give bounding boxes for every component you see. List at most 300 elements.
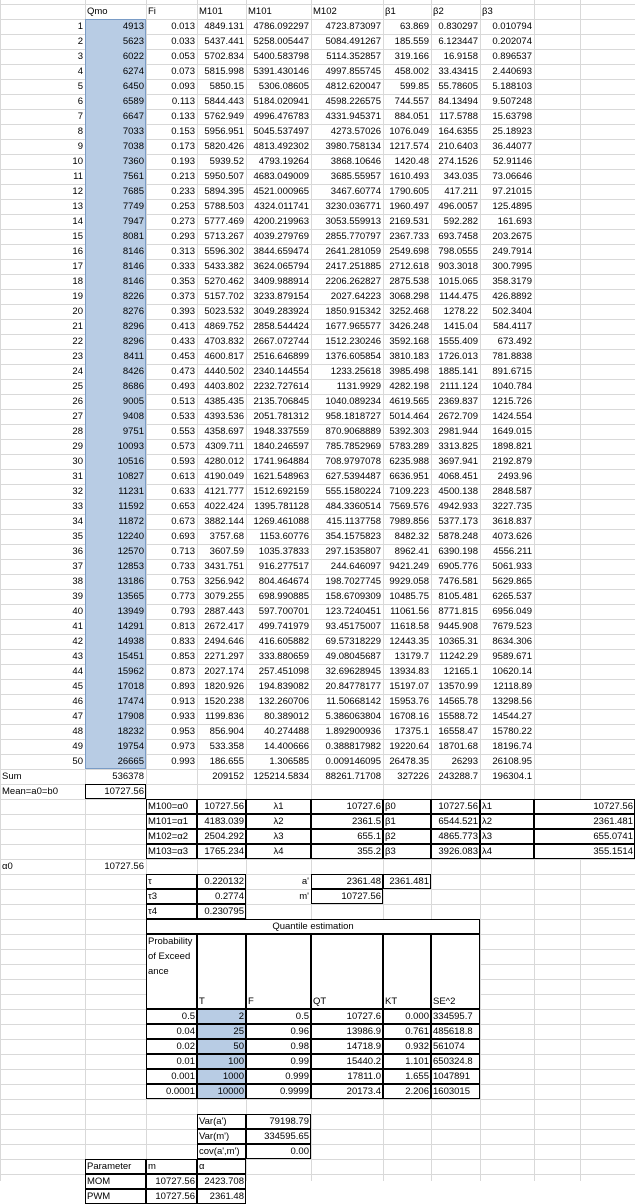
data-cell[interactable]: 7679.523	[492, 621, 532, 632]
data-cell[interactable]: 4996.476783	[253, 111, 309, 122]
sum-m101b[interactable]: 125214.5834	[253, 771, 309, 782]
data-cell[interactable]: 2672.709	[438, 411, 478, 422]
qmo-cell[interactable]: 15451	[85, 649, 146, 664]
data-cell[interactable]: 2169.531	[389, 216, 429, 227]
data-cell[interactable]: 4440.502	[204, 366, 244, 377]
prob-value[interactable]: 0.001	[146, 1069, 197, 1084]
data-cell[interactable]: 0.513	[171, 396, 195, 407]
data-cell[interactable]: 158.6709309	[325, 591, 381, 602]
data-cell[interactable]: 5702.834	[204, 51, 244, 62]
data-cell[interactable]: 0.993	[171, 756, 195, 767]
data-cell[interactable]: 1.892900936	[325, 726, 381, 737]
data-cell[interactable]: 0.153	[171, 126, 195, 137]
prob-value[interactable]: 0.5	[146, 1009, 197, 1024]
data-cell[interactable]: 4500.138	[438, 486, 478, 497]
data-cell[interactable]: 0.202074	[492, 36, 532, 47]
data-cell[interactable]: 319.166	[394, 51, 429, 62]
qmo-cell[interactable]: 5623	[85, 34, 146, 49]
data-cell[interactable]: 8634.306	[492, 636, 532, 647]
data-cell[interactable]: 0.413	[171, 321, 195, 332]
row-number[interactable]: 25	[72, 381, 83, 392]
data-cell[interactable]: 5850.15	[209, 81, 244, 92]
row-number[interactable]: 49	[72, 741, 83, 752]
qmo-cell[interactable]: 10827	[85, 469, 146, 484]
data-cell[interactable]: 4200.219963	[253, 216, 309, 227]
data-cell[interactable]: 13570.99	[438, 681, 478, 692]
data-cell[interactable]: 3618.837	[492, 516, 532, 527]
data-cell[interactable]: 40.274488	[264, 726, 309, 737]
qmo-cell[interactable]: 12853	[85, 559, 146, 574]
qmo-cell[interactable]: 15962	[85, 664, 146, 679]
data-cell[interactable]: 257.451098	[258, 666, 309, 677]
mean-label[interactable]: Mean=a0=b0	[2, 786, 58, 797]
moment-label[interactable]: M101=α1	[146, 814, 197, 829]
data-cell[interactable]: 9589.671	[492, 651, 532, 662]
data-cell[interactable]: 25.18923	[492, 126, 532, 137]
data-cell[interactable]: 15588.72	[438, 711, 478, 722]
tau-value[interactable]: 0.220132	[197, 874, 246, 889]
data-cell[interactable]: 5844.443	[204, 96, 244, 107]
data-cell[interactable]: 7989.856	[389, 516, 429, 527]
beta-value[interactable]: 10727.56	[431, 799, 480, 814]
data-cell[interactable]: 4393.536	[204, 411, 244, 422]
data-cell[interactable]: 3049.283924	[253, 306, 309, 317]
data-cell[interactable]: 627.5394487	[325, 471, 381, 482]
column-header-m101a[interactable]: M101	[199, 6, 223, 17]
return-period[interactable]: 100	[197, 1054, 246, 1069]
data-cell[interactable]: 0.388817982	[325, 741, 381, 752]
data-cell[interactable]: 5788.503	[204, 201, 244, 212]
row-number[interactable]: 42	[72, 636, 83, 647]
data-cell[interactable]: 5894.395	[204, 186, 244, 197]
row-number[interactable]: 29	[72, 441, 83, 452]
prob-value[interactable]: 0.0001	[146, 1084, 197, 1099]
data-cell[interactable]: 673.492	[497, 336, 532, 347]
qmo-cell[interactable]: 8226	[85, 289, 146, 304]
param-m[interactable]: 10727.56	[146, 1174, 197, 1189]
data-cell[interactable]: 210.6403	[438, 141, 478, 152]
qmo-cell[interactable]: 8686	[85, 379, 146, 394]
data-cell[interactable]: 1555.409	[438, 336, 478, 347]
data-cell[interactable]: 0.753	[171, 576, 195, 587]
column-header-b2[interactable]: β2	[433, 6, 444, 17]
beta-label[interactable]: β3	[383, 844, 431, 859]
column-header-m101b[interactable]: M101	[248, 6, 272, 17]
data-cell[interactable]: 0.313	[171, 246, 195, 257]
data-cell[interactable]: 856.904	[209, 726, 244, 737]
row-number[interactable]: 47	[72, 711, 83, 722]
data-cell[interactable]: 2712.618	[389, 261, 429, 272]
qmo-cell[interactable]: 6274	[85, 64, 146, 79]
row-number[interactable]: 22	[72, 336, 83, 347]
data-cell[interactable]: 0.393	[171, 306, 195, 317]
data-cell[interactable]: 916.277517	[258, 561, 309, 572]
sum-qmo[interactable]: 536378	[112, 771, 144, 782]
data-cell[interactable]: 4723.873097	[325, 21, 381, 32]
row-number[interactable]: 5	[77, 81, 83, 92]
data-cell[interactable]: 1520.238	[204, 696, 244, 707]
column-header-b3[interactable]: β3	[482, 6, 493, 17]
data-cell[interactable]: 958.1818727	[325, 411, 381, 422]
row-number[interactable]: 44	[72, 666, 83, 677]
param-a-header[interactable]: α	[197, 1159, 246, 1174]
data-cell[interactable]: 5114.352857	[326, 51, 381, 62]
data-cell[interactable]: 416.605882	[258, 636, 309, 647]
data-cell[interactable]: 4786.092297	[253, 21, 309, 32]
data-cell[interactable]: 496.0057	[438, 201, 478, 212]
kt-value[interactable]: 2.206	[383, 1084, 431, 1099]
data-cell[interactable]: 26108.95	[492, 756, 532, 767]
qmo-cell[interactable]: 11592	[85, 499, 146, 514]
data-cell[interactable]: 870.9068889	[325, 426, 381, 437]
row-number[interactable]: 32	[72, 486, 83, 497]
row-number[interactable]: 19	[72, 291, 83, 302]
data-cell[interactable]: 0.913	[171, 696, 195, 707]
row-number[interactable]: 15	[72, 231, 83, 242]
data-cell[interactable]: 5.386063804	[325, 711, 381, 722]
data-cell[interactable]: 1649.015	[492, 426, 532, 437]
data-cell[interactable]: 1015.065	[438, 276, 478, 287]
row-number[interactable]: 31	[72, 471, 83, 482]
data-cell[interactable]: 1820.926	[204, 681, 244, 692]
lambda2-value[interactable]: 655.0741	[534, 829, 635, 844]
data-cell[interactable]: 3882.144	[204, 516, 244, 527]
qmo-cell[interactable]: 8146	[85, 244, 146, 259]
data-cell[interactable]: 597.700701	[258, 606, 309, 617]
data-cell[interactable]: 2369.837	[438, 396, 478, 407]
data-cell[interactable]: 599.85	[399, 81, 429, 92]
row-number[interactable]: 48	[72, 726, 83, 737]
data-cell[interactable]: 1898.821	[492, 441, 532, 452]
data-cell[interactable]: 5045.537497	[253, 126, 309, 137]
qmo-cell[interactable]: 6022	[85, 49, 146, 64]
data-cell[interactable]: 8105.481	[438, 591, 478, 602]
variance-label[interactable]: cov(a',m')	[197, 1144, 246, 1159]
data-cell[interactable]: 0.673	[171, 516, 195, 527]
data-cell[interactable]: 2494.646	[204, 636, 244, 647]
data-cell[interactable]: 744.557	[394, 96, 429, 107]
data-cell[interactable]: 300.7995	[492, 261, 532, 272]
data-cell[interactable]: 4121.777	[204, 486, 244, 497]
data-cell[interactable]: 1035.37833	[258, 546, 309, 557]
row-number[interactable]: 4	[77, 66, 83, 77]
data-cell[interactable]: 6390.198	[438, 546, 478, 557]
data-cell[interactable]: 1199.836	[205, 711, 244, 722]
data-cell[interactable]: 1885.141	[438, 366, 478, 377]
data-cell[interactable]: 0.473	[171, 366, 195, 377]
data-cell[interactable]: 0.893	[171, 681, 195, 692]
data-cell[interactable]: 5433.382	[204, 261, 244, 272]
qmo-cell[interactable]: 13949	[85, 604, 146, 619]
data-cell[interactable]: 0.173	[171, 141, 195, 152]
data-cell[interactable]: 1621.548963	[253, 471, 309, 482]
data-cell[interactable]: 274.1526	[438, 156, 478, 167]
sum-b3[interactable]: 196304.1	[492, 771, 532, 782]
sum-label[interactable]: Sum	[2, 771, 22, 782]
row-number[interactable]: 21	[72, 321, 83, 332]
return-period[interactable]: 50	[197, 1039, 246, 1054]
data-cell[interactable]: 5629.865	[492, 576, 532, 587]
data-cell[interactable]: 3227.735	[492, 501, 532, 512]
data-cell[interactable]: 5270.462	[204, 276, 244, 287]
row-number[interactable]: 39	[72, 591, 83, 602]
row-number[interactable]: 2	[77, 36, 83, 47]
data-cell[interactable]: 5014.464	[389, 411, 429, 422]
data-cell[interactable]: 7476.581	[438, 576, 478, 587]
data-cell[interactable]: 1144.475	[439, 291, 478, 302]
row-number[interactable]: 33	[72, 501, 83, 512]
data-cell[interactable]: 14.400666	[264, 741, 309, 752]
data-cell[interactable]: 0.213	[171, 171, 195, 182]
qmo-cell[interactable]: 17474	[85, 694, 146, 709]
data-cell[interactable]: 0.896537	[492, 51, 532, 62]
data-cell[interactable]: 186.655	[209, 756, 244, 767]
data-cell[interactable]: 9421.249	[389, 561, 429, 572]
data-cell[interactable]: 13934.83	[389, 666, 429, 677]
data-cell[interactable]: 1040.784	[492, 381, 532, 392]
data-cell[interactable]: 5061.933	[492, 561, 532, 572]
quantile-header-qt[interactable]: QT	[311, 934, 383, 1009]
data-cell[interactable]: 17375.1	[394, 726, 429, 737]
kt-value[interactable]: 0.932	[383, 1039, 431, 1054]
row-number[interactable]: 8	[77, 126, 83, 137]
data-cell[interactable]: 13179.7	[394, 651, 429, 662]
data-cell[interactable]: 5596.302	[204, 246, 244, 257]
data-cell[interactable]: 49.08045687	[325, 651, 381, 662]
column-header-m102[interactable]: M102	[313, 6, 337, 17]
row-number[interactable]: 26	[72, 396, 83, 407]
kt-value[interactable]: 1.655	[383, 1069, 431, 1084]
return-period[interactable]: 10000	[197, 1084, 246, 1099]
data-cell[interactable]: 0.353	[171, 276, 195, 287]
data-cell[interactable]: 1677.965577	[325, 321, 381, 332]
data-cell[interactable]: 69.57318229	[325, 636, 381, 647]
beta-label[interactable]: β0	[383, 799, 431, 814]
mprime-label[interactable]: m'	[299, 891, 309, 902]
data-cell[interactable]: 0.113	[171, 96, 195, 107]
data-cell[interactable]: 0.493	[171, 381, 195, 392]
data-cell[interactable]: 0.273	[171, 216, 195, 227]
data-cell[interactable]: 1840.246597	[253, 441, 309, 452]
data-cell[interactable]: 499.741979	[258, 621, 309, 632]
data-cell[interactable]: 26478.35	[389, 756, 429, 767]
data-cell[interactable]: 0.613	[171, 471, 195, 482]
prob-value[interactable]: 0.04	[146, 1024, 197, 1039]
lambda-label[interactable]: λ3	[246, 829, 311, 844]
qmo-cell[interactable]: 7685	[85, 184, 146, 199]
data-cell[interactable]: 1076.049	[389, 126, 429, 137]
data-cell[interactable]: 0.833	[171, 636, 195, 647]
data-cell[interactable]: 333.880659	[258, 651, 309, 662]
row-number[interactable]: 1	[77, 21, 83, 32]
variance-label[interactable]: Var(m')	[197, 1129, 246, 1144]
column-header-fi[interactable]: Fi	[148, 6, 156, 17]
data-cell[interactable]: 4073.626	[492, 531, 532, 542]
data-cell[interactable]: 3256.942	[204, 576, 244, 587]
beta-label[interactable]: β1	[383, 814, 431, 829]
kt-value[interactable]: 0.761	[383, 1024, 431, 1039]
data-cell[interactable]: 785.7852969	[325, 441, 381, 452]
data-cell[interactable]: 6265.537	[492, 591, 532, 602]
data-cell[interactable]: 0.533	[171, 411, 195, 422]
data-cell[interactable]: 0.830297	[438, 21, 478, 32]
data-cell[interactable]: 3592.168	[389, 336, 429, 347]
data-cell[interactable]: 3697.941	[438, 456, 478, 467]
qt-value[interactable]: 13986.9	[311, 1024, 383, 1039]
data-cell[interactable]: 3844.659474	[253, 246, 309, 257]
data-cell[interactable]: 0.933	[171, 711, 195, 722]
sum-m101[interactable]: 209152	[212, 771, 244, 782]
data-cell[interactable]: 1741.964884	[253, 456, 309, 467]
data-cell[interactable]: 2493.96	[497, 471, 532, 482]
qmo-cell[interactable]: 9408	[85, 409, 146, 424]
data-cell[interactable]: 1512.692159	[253, 486, 309, 497]
data-cell[interactable]: 4039.279769	[253, 231, 309, 242]
data-cell[interactable]: 484.3360514	[325, 501, 381, 512]
qmo-cell[interactable]: 10093	[85, 439, 146, 454]
row-number[interactable]: 38	[72, 576, 83, 587]
data-cell[interactable]: 4280.012	[204, 456, 244, 467]
row-number[interactable]: 30	[72, 456, 83, 467]
aprime-value[interactable]: 2361.48	[311, 874, 383, 889]
data-cell[interactable]: 555.1580224	[325, 486, 381, 497]
data-cell[interactable]: 781.8838	[492, 351, 532, 362]
row-number[interactable]: 13	[72, 201, 83, 212]
data-cell[interactable]: 4022.424	[204, 501, 244, 512]
quantile-header-kt[interactable]: KT	[383, 934, 431, 1009]
data-cell[interactable]: 2887.443	[204, 606, 244, 617]
qmo-cell[interactable]: 8146	[85, 274, 146, 289]
qt-value[interactable]: 17811.0	[311, 1069, 383, 1084]
se-value[interactable]: 561074	[431, 1039, 480, 1054]
moment-label[interactable]: M103=α3	[146, 844, 197, 859]
data-cell[interactable]: 0.033	[171, 36, 195, 47]
data-cell[interactable]: 3985.498	[389, 366, 429, 377]
data-cell[interactable]: 2135.706845	[253, 396, 309, 407]
data-cell[interactable]: 0.733	[171, 561, 195, 572]
data-cell[interactable]: 6235.988	[389, 456, 429, 467]
data-cell[interactable]: 358.3179	[492, 276, 532, 287]
data-cell[interactable]: 2.440693	[492, 66, 532, 77]
data-cell[interactable]: 6905.776	[438, 561, 478, 572]
qmo-cell[interactable]: 17018	[85, 679, 146, 694]
data-cell[interactable]: 10365.31	[438, 636, 478, 647]
data-cell[interactable]: 1610.493	[389, 171, 429, 182]
row-number[interactable]: 36	[72, 546, 83, 557]
kt-value[interactable]: 0.000	[383, 1009, 431, 1024]
tau-label[interactable]: τ4	[146, 904, 197, 919]
qmo-cell[interactable]: 26665	[85, 754, 146, 769]
row-number[interactable]: 34	[72, 516, 83, 527]
qmo-cell[interactable]: 7947	[85, 214, 146, 229]
data-cell[interactable]: 7109.223	[389, 486, 429, 497]
data-cell[interactable]: 426.8892	[492, 291, 532, 302]
moment-label[interactable]: M100=α0	[146, 799, 197, 814]
data-cell[interactable]: 12443.35	[389, 636, 429, 647]
prob-value[interactable]: 0.01	[146, 1054, 197, 1069]
row-number[interactable]: 46	[72, 696, 83, 707]
data-cell[interactable]: 804.464674	[258, 576, 309, 587]
data-cell[interactable]: 3079.255	[204, 591, 244, 602]
data-cell[interactable]: 1278.22	[443, 306, 478, 317]
qt-value[interactable]: 20173.4	[311, 1084, 383, 1099]
param-m-header[interactable]: m	[146, 1159, 197, 1174]
data-cell[interactable]: 32.69628945	[325, 666, 381, 677]
data-cell[interactable]: 5377.173	[438, 516, 478, 527]
data-cell[interactable]: 2667.072744	[253, 336, 309, 347]
qmo-cell[interactable]: 12570	[85, 544, 146, 559]
data-cell[interactable]: 297.1535807	[325, 546, 381, 557]
beta-label[interactable]: β2	[383, 829, 431, 844]
data-cell[interactable]: 3757.68	[209, 531, 244, 542]
data-cell[interactable]: 9929.058	[389, 576, 429, 587]
variance-value[interactable]: 334595.65	[246, 1129, 311, 1144]
data-cell[interactable]: 5777.469	[204, 216, 244, 227]
data-cell[interactable]: 4190.049	[204, 471, 244, 482]
data-cell[interactable]: 708.9797078	[325, 456, 381, 467]
data-cell[interactable]: 417.211	[444, 186, 478, 197]
data-cell[interactable]: 2271.297	[204, 651, 244, 662]
data-cell[interactable]: 1415.04	[443, 321, 478, 332]
data-cell[interactable]: 5437.441	[204, 36, 244, 47]
data-cell[interactable]: 0.053	[171, 51, 195, 62]
data-cell[interactable]: 9445.908	[438, 621, 478, 632]
data-cell[interactable]: 4600.817	[204, 351, 244, 362]
se-value[interactable]: 1047891	[431, 1069, 480, 1084]
lambda2-label[interactable]: λ4	[480, 844, 534, 859]
f-value[interactable]: 0.5	[246, 1009, 311, 1024]
lambda2-value[interactable]: 2361.481	[534, 814, 635, 829]
data-cell[interactable]: 2516.646899	[253, 351, 309, 362]
moment-value[interactable]: 1765.234	[197, 844, 246, 859]
lambda-value[interactable]: 2361.5	[311, 814, 383, 829]
data-cell[interactable]: 52.91146	[493, 156, 532, 167]
variance-label[interactable]: Var(a')	[197, 1114, 246, 1129]
data-cell[interactable]: 16708.16	[389, 711, 429, 722]
row-number[interactable]: 17	[72, 261, 83, 272]
data-cell[interactable]: 12165.1	[443, 666, 478, 677]
data-cell[interactable]: 20.84778177	[325, 681, 381, 692]
aprime-label[interactable]: a'	[301, 876, 309, 887]
lambda2-label[interactable]: λ1	[480, 799, 534, 814]
data-cell[interactable]: 2051.781312	[253, 411, 309, 422]
qmo-cell[interactable]: 6450	[85, 79, 146, 94]
data-cell[interactable]: 502.3404	[492, 306, 532, 317]
data-cell[interactable]: 4942.933	[438, 501, 478, 512]
data-cell[interactable]: 4385.435	[204, 396, 244, 407]
qmo-cell[interactable]: 7360	[85, 154, 146, 169]
data-cell[interactable]: 6636.951	[389, 471, 429, 482]
qmo-cell[interactable]: 14291	[85, 619, 146, 634]
data-cell[interactable]: 4521.000965	[253, 186, 309, 197]
data-cell[interactable]: 5878.248	[438, 531, 478, 542]
param-header[interactable]: Parameter	[85, 1159, 146, 1174]
data-cell[interactable]: 3607.59	[209, 546, 244, 557]
data-cell[interactable]: 5956.951	[204, 126, 244, 137]
data-cell[interactable]: 5258.005447	[253, 36, 309, 47]
quantile-title[interactable]: Quantile estimation	[146, 919, 480, 934]
se-value[interactable]: 334595.7	[431, 1009, 480, 1024]
se-value[interactable]: 1603015	[431, 1084, 480, 1099]
quantile-header-se[interactable]: SE^2	[431, 934, 480, 1009]
data-cell[interactable]: 12118.89	[493, 681, 532, 692]
data-cell[interactable]: 5820.426	[204, 141, 244, 152]
data-cell[interactable]: 415.1137758	[326, 516, 381, 527]
data-cell[interactable]: 2111.124	[439, 381, 478, 392]
data-cell[interactable]: 4997.855745	[325, 66, 381, 77]
data-cell[interactable]: 2641.281059	[325, 246, 381, 257]
data-cell[interactable]: 4331.945371	[325, 111, 381, 122]
